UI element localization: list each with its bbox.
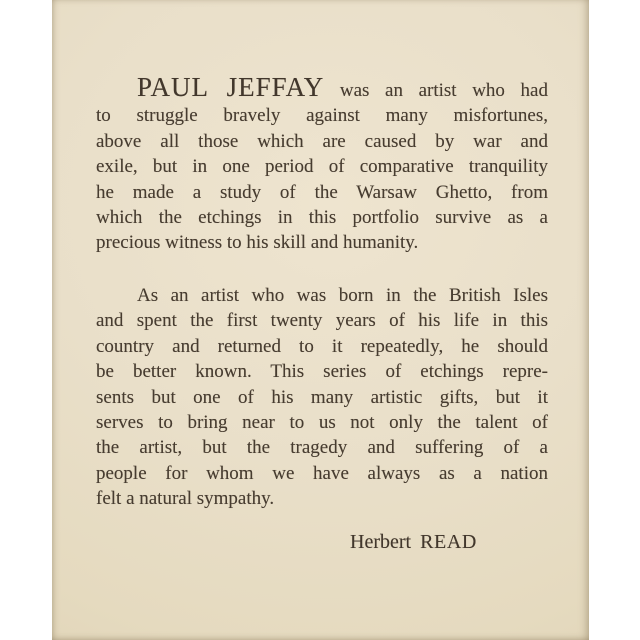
text-line: and spent the first twenty years of his life in this bbox=[96, 310, 548, 332]
text-line: which the etchings in this portfolio survive as a bbox=[96, 207, 548, 229]
text-line bbox=[96, 72, 548, 103]
author-first-name: Herbert bbox=[350, 531, 412, 553]
text-line: serves to bring near to us not only the talent of bbox=[96, 412, 548, 434]
text-line: exile, but in one period of comparative tranquility bbox=[96, 156, 548, 178]
text-line-rest: was an artist who had bbox=[339, 80, 548, 101]
paragraph-intro bbox=[96, 72, 548, 256]
author-last-name: READ bbox=[420, 531, 477, 553]
text-line: sents but one of his many artistic gifts, but it bbox=[96, 386, 548, 408]
text-line: people for whom we have always as a nation bbox=[96, 462, 548, 484]
text-line: felt a natural sympathy. bbox=[96, 488, 275, 510]
author-signature bbox=[350, 530, 477, 554]
text-line: country and returned to it repeatedly, he should bbox=[96, 335, 548, 357]
paragraph-body bbox=[96, 283, 548, 512]
text-line: above all those which are caused by war and bbox=[96, 130, 548, 152]
text-line: As an artist who was born in the British Isles bbox=[137, 285, 548, 306]
text-line: he made a study of the Warsaw Ghetto, from bbox=[96, 181, 548, 203]
text-line: precious witness to his skill and humanity. bbox=[96, 232, 419, 254]
text-line: the artist, but the tragedy and suffering of a bbox=[96, 437, 548, 459]
subject-name: PAUL JEFFAY bbox=[137, 72, 325, 102]
text-line: be better known. This series of etchings repre- bbox=[96, 361, 548, 383]
printed-page bbox=[52, 0, 589, 640]
text-line: to struggle bravely against many misfortunes, bbox=[96, 105, 548, 127]
